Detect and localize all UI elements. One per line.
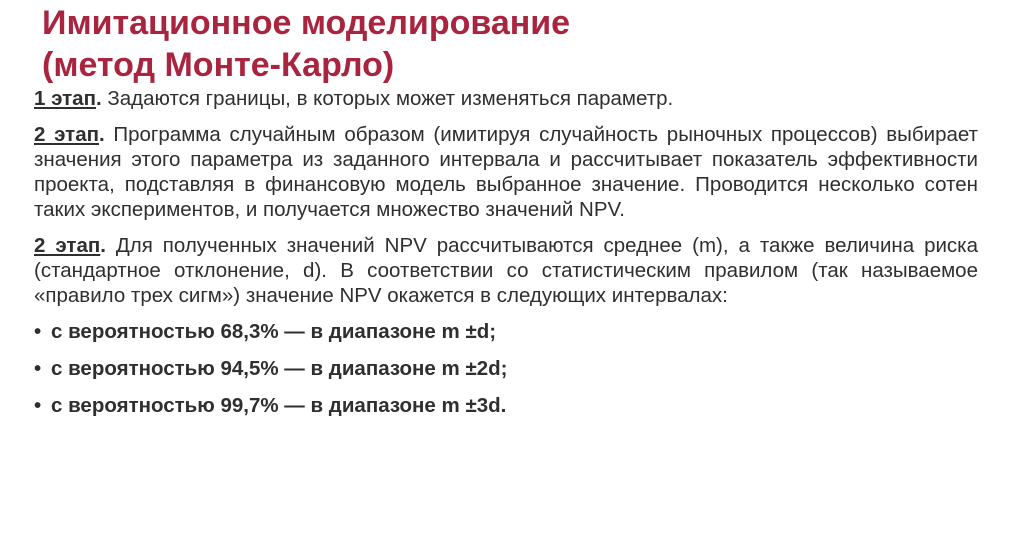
bullet-icon: • bbox=[34, 320, 42, 343]
paragraph-text: Программа случайным образом (имитируя случайность рыночных процессов) выбирает значения этого параметра из заданного интервала и рассчитывает показатель эффективности проекта, подставляя в финансовую модель выбранное значение. Проводится несколько сотен таких экспериментов, и получается множество значений NPV. bbox=[34, 123, 978, 221]
list-item-text: с вероятностью 99,7% — в диапазоне m ±3d. bbox=[51, 394, 507, 417]
stage-label-dot: . bbox=[95, 87, 102, 110]
slide-body bbox=[34, 86, 978, 430]
bullet-icon: • bbox=[34, 394, 42, 417]
slide-title bbox=[42, 2, 982, 86]
paragraph-stage-2 bbox=[34, 122, 978, 222]
list-item-text: с вероятностью 94,5% — в диапазоне m ±2d; bbox=[51, 357, 508, 380]
list-item-text: с вероятностью 68,3% — в диапазоне m ±d; bbox=[51, 320, 497, 343]
list-item bbox=[34, 393, 978, 418]
list-item bbox=[34, 319, 978, 344]
stage-label: 2 этап bbox=[34, 123, 99, 146]
paragraph-text: Задаются границы, в которых может изменяться параметр. bbox=[101, 87, 674, 110]
stage-label: 2 этап bbox=[34, 234, 101, 257]
paragraph-text: Для полученных значений NPV рассчитываются среднее (m), а также величина риска (стандартное отклонение, d). В соответствии со статистическим правилом (так называемое «правило трех сигм») значение NPV окажется в следующих интервалах: bbox=[34, 234, 978, 307]
list-item bbox=[34, 356, 978, 381]
title-line-2: (метод Монте-Карло) bbox=[42, 46, 395, 84]
stage-label-dot: . bbox=[100, 234, 106, 257]
bullet-icon: • bbox=[34, 357, 42, 380]
stage-label-dot: . bbox=[98, 123, 105, 146]
title-line-1: Имитационное моделирование bbox=[42, 4, 571, 42]
paragraph-stage-1 bbox=[34, 86, 978, 111]
probability-list bbox=[34, 319, 978, 418]
paragraph-stage-3 bbox=[34, 233, 978, 308]
stage-label: 1 этап bbox=[34, 87, 96, 110]
